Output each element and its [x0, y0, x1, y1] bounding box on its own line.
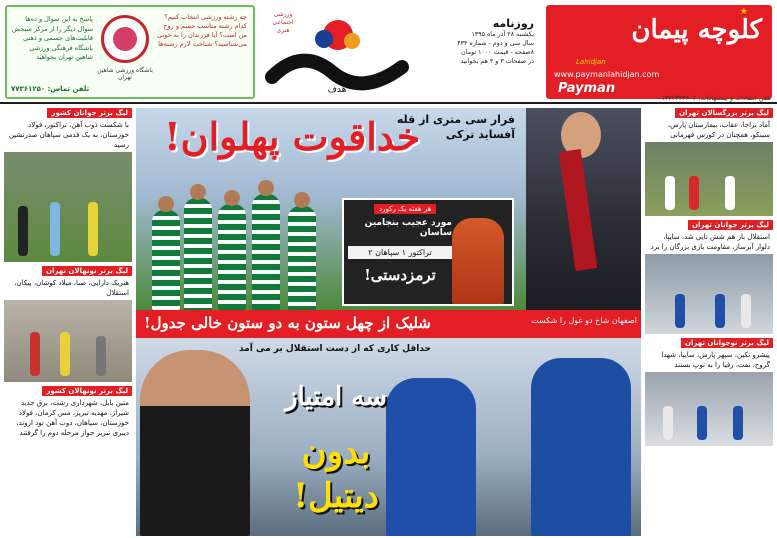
issue-date: یکشنبه ۲۸ آذر ماه ۱۳۹۵ [471, 31, 534, 38]
club-logo [101, 15, 149, 63]
lead-kicker: فرار سی متری از قله آفساید ترکی [396, 113, 515, 141]
band-kicker: اصفهان شاخ دو غول را شکست [531, 316, 637, 325]
second-headline-1: سه امتیاز [284, 382, 388, 412]
story-tag: لیگ برتر نونهالان تهران [42, 266, 132, 276]
second-headline-3: دیتیل! [293, 476, 379, 516]
red-band[interactable] [136, 310, 641, 338]
story-text: هتریک دارایی، صبا، میلاد کوشان، پیکان، استقلال [14, 279, 129, 297]
story-tag: لیگ برتر بزرگسالان تهران [675, 108, 773, 118]
issue-price: ۸صفحه - قیمت ۱۰۰۰ تومان [461, 49, 534, 56]
right-story-1[interactable] [645, 108, 773, 216]
contact-line: تلفن انتقادات و پیشنهادات: ۰۱۳۴۲۳۴۳۶۰۲ [657, 94, 771, 102]
inset-headline: ترمزدستی! [364, 266, 436, 284]
star-icon: ★ [739, 7, 748, 17]
paper-label: روزنامه [492, 17, 534, 30]
inset-player-photo [452, 218, 504, 304]
story-photo [645, 372, 773, 446]
lead-headline: خداقوت پهلوان! [164, 114, 421, 159]
header [0, 0, 777, 104]
inset-tag: هر هفته یک رکورد [374, 204, 436, 214]
coach-photo-2 [140, 350, 250, 536]
left-column [4, 108, 132, 536]
left-story-1[interactable] [4, 108, 132, 262]
story-photo [4, 152, 132, 262]
story-photo [645, 254, 773, 334]
logo-text: هدف [327, 85, 347, 95]
story-text: استقلال باز هم شش تایی شد، سایپا، دلوار آبرساز، مقاومت بازی بزرگان را برد [650, 233, 770, 251]
right-column [645, 108, 773, 536]
right-story-2[interactable] [645, 220, 773, 334]
masthead-subtitle [268, 11, 298, 35]
right-story-3[interactable] [645, 338, 773, 446]
ad-brand-top: Lahidjan [576, 58, 606, 66]
second-story[interactable] [136, 338, 641, 536]
ad-site: www.paymanlahidjan.com [554, 70, 660, 79]
story-text: آماد نزاجا، عقاب، بیمارستان پارس، سینکو، همچنان در کورس قهرمانی [667, 121, 770, 139]
story-tag: لیگ برتر جوانان کشور [47, 108, 132, 118]
masthead [262, 3, 534, 101]
band-headline: شلیک از چهل ستون به دو ستون خالی جدول! [144, 314, 431, 332]
players-photo [148, 166, 358, 310]
subtitle: ورزشی اجتماعی هنری [272, 11, 294, 34]
club-name: باشگاه ورزشی شاهین تهران [97, 67, 153, 81]
inset-score: تراکتور ۱ سپاهان ۲ [348, 246, 452, 259]
second-kicker: حداقل کاری که از دست استقلال بر می آمد [238, 344, 431, 354]
story-tag: لیگ برتر نوجوانان تهران [681, 338, 773, 348]
ad-left-text: چه رشته ورزشی انتخاب کنیم؟ کدام رشته مناسب جسم و روح من است؟ آیا فرزندان را به خوبی می‌شناسید؟ شناخت لازم رشته‌ها [157, 13, 247, 48]
ad-title: کلوچه پیمان [631, 15, 762, 45]
ad-brand: Payman [558, 81, 616, 96]
ad-left-question: پاسخ به این سوال و ده‌ها سوال دیگر را از مرکز سنجش قابلیت‌های جسمی و ذهنی باشگاه فرهنگی ورزشی شاهین تهران بخواهید [11, 15, 93, 61]
story-tag: لیگ برتر نونهالان کشور [42, 386, 132, 396]
club-phone: تلفن تماس: ۷۷۳۶۱۲۵۰ [11, 85, 90, 93]
left-story-2[interactable] [4, 266, 132, 382]
lead-story[interactable] [136, 108, 641, 310]
payman-ad[interactable] [546, 5, 772, 99]
story-photo [4, 300, 132, 382]
second-headline-2: بدون [301, 432, 371, 472]
story-text: متین بابل، شهرداری رشت، برق جدید شیراز، مهدیه تبریز، مس کرمان، فولاد خوزستان، سپاهان، ذوب آهن نود اروند، دیبری تبریز جواز مرحله دوم را گرفتند [16, 399, 129, 437]
story-text: پیشرو تکین، سپهر پارس، سایپا، شهدا گروح، نفت، رفیا را به توپ بستند [661, 351, 770, 369]
issue-pages: در صفحات ۳ و ۴ هم بخوانید [460, 58, 534, 65]
masthead-info [416, 17, 534, 66]
story-text: با شکست ذوب آهن، تراکتور، فولاد خوزستان، به یک قدمی سپاهان صدرنشین رسید [8, 121, 129, 149]
inset-story[interactable] [342, 198, 514, 306]
story-photo [645, 142, 773, 216]
inset-label: مورد عجیب بنجامین ساسان [364, 218, 452, 238]
shahin-club-ad[interactable] [5, 5, 255, 99]
story-tag: لیگ برتر جوانان تهران [688, 220, 773, 230]
left-story-3[interactable] [4, 386, 132, 440]
center-section [136, 108, 641, 536]
issue-year: سال سی و دوم - شماره ۴۳۴ [457, 40, 534, 47]
player-photo-2 [531, 358, 631, 536]
